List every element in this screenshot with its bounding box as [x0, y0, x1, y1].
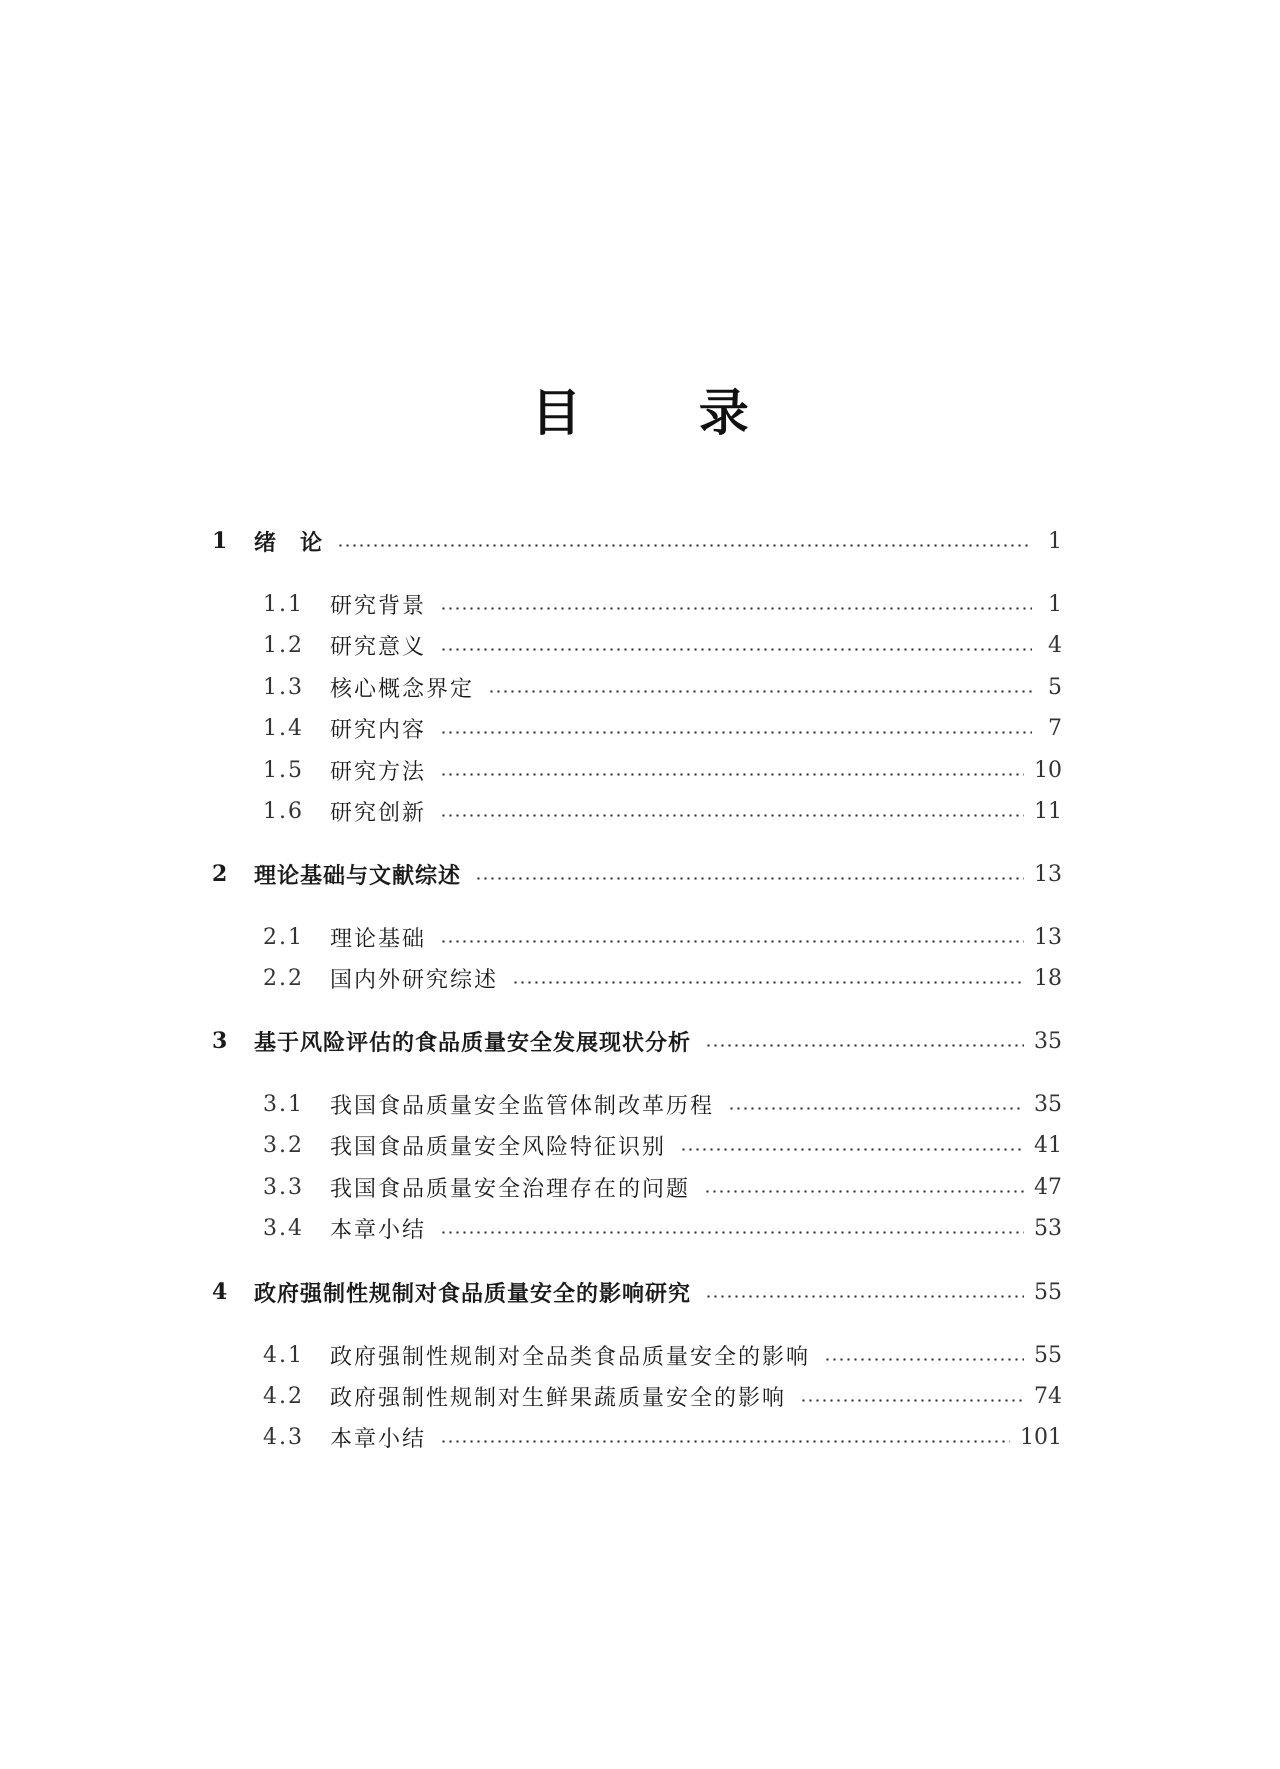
- toc-section-entry[interactable]: [212, 1335, 1062, 1375]
- toc-entry-title: 理论基础: [330, 926, 427, 952]
- toc-entry-title: 研究背景: [330, 593, 427, 619]
- toc-entry-title: 我国食品质量安全风险特征识别: [330, 1134, 667, 1160]
- toc-entry-number: 3.3: [263, 1174, 304, 1200]
- toc-entry-number: 3.2: [263, 1132, 304, 1158]
- dot-leader: [337, 544, 1032, 547]
- toc-entry-title: 我国食品质量安全治理存在的问题: [330, 1176, 691, 1202]
- toc-page-number: 53: [1034, 1215, 1062, 1241]
- toc-entry-number: 1.1: [263, 591, 304, 617]
- toc-entry-number: 1.6: [263, 798, 304, 824]
- toc-entry-title: 政府强制性规制对全品类食品质量安全的影响: [330, 1344, 811, 1370]
- toc-chapter-entry[interactable]: [212, 1272, 1062, 1312]
- toc-entry-title: 研究方法: [330, 759, 427, 785]
- dot-leader: [680, 1148, 1024, 1151]
- dot-leader: [824, 1358, 1024, 1361]
- toc-entry-number: 1: [212, 528, 228, 554]
- toc-entry-title: 政府强制性规制对生鲜果蔬质量安全的影响: [330, 1385, 787, 1411]
- toc-page-number: 1: [1048, 528, 1062, 554]
- dot-leader: [440, 940, 1024, 943]
- dot-leader: [440, 814, 1024, 817]
- dot-leader: [704, 1190, 1024, 1193]
- toc-entry-title: 绪 论: [254, 530, 324, 556]
- toc-entry-number: 3: [212, 1028, 228, 1054]
- toc-page-number: 35: [1034, 1028, 1062, 1054]
- dot-leader: [705, 1044, 1024, 1047]
- toc-entry-number: 4.2: [263, 1383, 304, 1409]
- toc-page-number: 13: [1034, 861, 1062, 887]
- toc-section-entry[interactable]: [212, 1167, 1062, 1207]
- toc-entry-title: 本章小结: [330, 1217, 427, 1243]
- toc-section-entry[interactable]: [212, 1125, 1062, 1165]
- dot-leader: [440, 1440, 1010, 1443]
- toc-entry-number: 1.5: [263, 757, 304, 783]
- toc-page-number: 35: [1034, 1091, 1062, 1117]
- toc-page-number: 5: [1048, 674, 1062, 700]
- dot-leader: [440, 607, 1032, 610]
- dot-leader: [512, 981, 1024, 984]
- toc-section-entry[interactable]: [212, 625, 1062, 665]
- toc-entry-number: 4.1: [263, 1342, 304, 1368]
- toc-entry-number: 4.3: [263, 1424, 304, 1450]
- toc-page-number: 55: [1034, 1342, 1062, 1368]
- toc-entry-number: 3.1: [263, 1091, 304, 1117]
- toc-page-number: 4: [1048, 632, 1062, 658]
- toc-page-number: 1: [1048, 591, 1062, 617]
- dot-leader: [475, 877, 1024, 880]
- dot-leader: [440, 731, 1032, 734]
- toc-section-entry[interactable]: [212, 958, 1062, 998]
- toc-entry-title: 研究意义: [330, 634, 427, 660]
- toc-section-entry[interactable]: [212, 1208, 1062, 1248]
- toc-section-entry[interactable]: [212, 584, 1062, 624]
- toc-section-entry[interactable]: [212, 708, 1062, 748]
- toc-entry-title: 研究创新: [330, 800, 427, 826]
- toc-page-number: 11: [1034, 798, 1062, 824]
- toc-entry-title: 国内外研究综述: [330, 967, 499, 993]
- dot-leader: [705, 1295, 1024, 1298]
- dot-leader: [440, 773, 1024, 776]
- toc-section-entry[interactable]: [212, 667, 1062, 707]
- toc-entry-number: 1.3: [263, 674, 304, 700]
- toc-page-number: 41: [1034, 1132, 1062, 1158]
- toc-entry-number: 2.2: [263, 965, 304, 991]
- toc-page-number: 47: [1034, 1174, 1062, 1200]
- toc-page-number: 13: [1034, 924, 1062, 950]
- toc-section-entry[interactable]: [212, 917, 1062, 957]
- toc-page-number: 55: [1034, 1279, 1062, 1305]
- toc-page-number: 18: [1034, 965, 1062, 991]
- dot-leader: [440, 1231, 1024, 1234]
- toc-chapter-entry[interactable]: [212, 1021, 1062, 1061]
- toc-entry-title: 基于风险评估的食品质量安全发展现状分析: [254, 1030, 692, 1056]
- toc-section-entry[interactable]: [212, 1376, 1062, 1416]
- toc-page-number: 74: [1034, 1383, 1062, 1409]
- toc-entry-title: 政府强制性规制对食品质量安全的影响研究: [254, 1281, 692, 1307]
- toc-entry-number: 2: [212, 861, 228, 887]
- toc-entry-title: 理论基础与文献综述: [254, 863, 462, 889]
- toc-entry-title: 核心概念界定: [330, 676, 475, 702]
- toc-section-entry[interactable]: [212, 791, 1062, 831]
- toc-entry-number: 4: [212, 1279, 228, 1305]
- toc-section-entry[interactable]: [212, 1417, 1062, 1457]
- toc-entry-title: 本章小结: [330, 1426, 427, 1452]
- toc-page-number: 101: [1020, 1424, 1062, 1450]
- toc-chapter-entry[interactable]: [212, 854, 1062, 894]
- toc-section-entry[interactable]: [212, 750, 1062, 790]
- dot-leader: [440, 648, 1032, 651]
- dot-leader: [728, 1107, 1024, 1110]
- toc-entry-number: 3.4: [263, 1215, 304, 1241]
- toc-entry-title: 我国食品质量安全监管体制改革历程: [330, 1093, 715, 1119]
- toc-entry-number: 1.2: [263, 632, 304, 658]
- dot-leader: [488, 690, 1032, 693]
- toc-chapter-entry[interactable]: [212, 521, 1062, 561]
- toc-entry-number: 1.4: [263, 715, 304, 741]
- page-title: 目 录: [531, 384, 799, 442]
- toc-page-number: 10: [1034, 757, 1062, 783]
- dot-leader: [800, 1399, 1024, 1402]
- toc-section-entry[interactable]: [212, 1084, 1062, 1124]
- toc-entry-title: 研究内容: [330, 717, 427, 743]
- toc-page-number: 7: [1048, 715, 1062, 741]
- toc-entry-number: 2.1: [263, 924, 304, 950]
